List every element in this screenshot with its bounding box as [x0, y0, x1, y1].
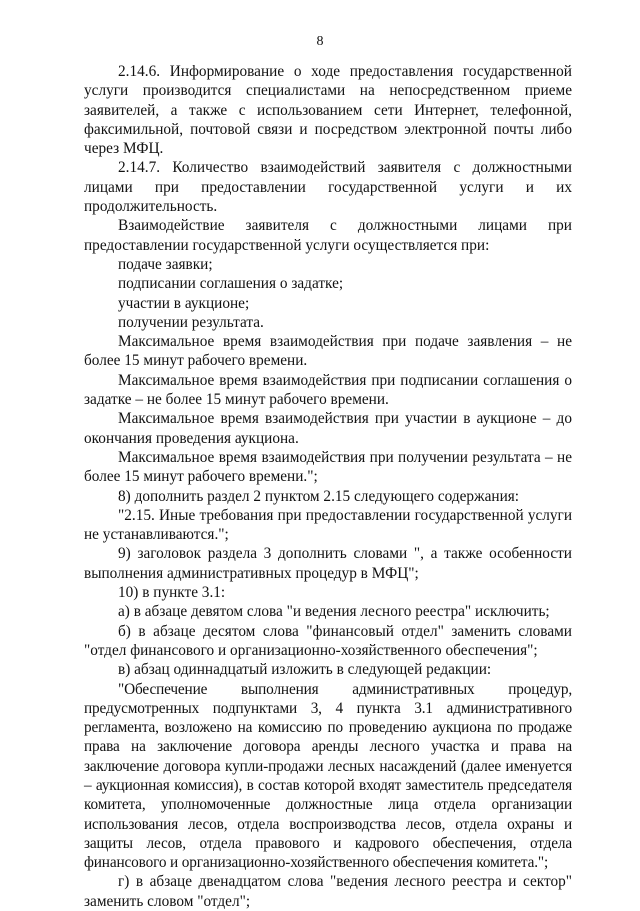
page-number: 8 — [316, 34, 324, 49]
document-body — [84, 62, 572, 911]
paragraph-item-10-a: а) в абзаце девятом слова "и ведения лесного реестра" исключить; — [118, 603, 550, 621]
paragraph-item-10-g: г) в абзаце двенадцатом слова "ведения лесного реестра и сектор" заменить словом "отдел"; — [84, 873, 572, 910]
paragraph-item-10-b: б) в абзаце десятом слова "финансовый отдел" заменить словами "отдел финансового и организационно-хозяйственного обеспечения"; — [84, 622, 572, 659]
paragraph-max-time-auction: Максимальное время взаимодействия при участии в аукционе – до окончания проведения аукциона. — [84, 410, 572, 447]
paragraph-max-time-deposit: Максимальное время взаимодействия при подписании соглашения о задатке – не более 15 минут рабочего времени. — [84, 371, 572, 409]
paragraph-item-9: 9) заголовок раздела 3 дополнить словами ", а также особенности выполнения административных процедур в МФЦ"; — [84, 545, 572, 582]
paragraph-item-10: 10) в пункте 3.1: — [118, 584, 226, 602]
paragraph-max-time-result: Максимальное время взаимодействия при получении результата – не более 15 минут рабочего времени."; — [84, 448, 572, 486]
paragraph-new-wording: "Обеспечение выполнения административных процедур, предусмотренных подпунктами 3, 4 пункта 3.1 административного регламента, возложено на комиссию по проведению аукциона по продаже права на заключение договора аренды лесного участка и права на заключение договора купли-продажи лесных насаждений (далее именуется – аукционная комиссия), в состав которой входят заместитель председателя комитета, уполномоченные должностные лица отдела организации использования лесов, отдела воспроизводства лесов, отдела охраны и защиты лесов, отдела правового и кадрового обеспечения, отдела финансового и организационно-хозяйственного обеспечения комитета."; — [84, 680, 572, 872]
paragraph-item-10-v: в) абзац одиннадцатый изложить в следующей редакции: — [118, 661, 492, 679]
paragraph-2-15: "2.15. Иные требования при предоставлении государственной услуги не устанавливаются."; — [84, 506, 572, 544]
paragraph-max-time-application: Максимальное время взаимодействия при подаче заявления – не более 15 минут рабочего времени. — [84, 333, 572, 370]
list-item-result: получении результата. — [118, 313, 264, 331]
paragraph-2-14-7: 2.14.7. Количество взаимодействий заявителя с должностными лицами при предоставлении государственной услуги и их продолжительность. — [84, 159, 572, 216]
list-item-deposit-agreement: подписании соглашения о задатке; — [118, 275, 344, 293]
paragraph-interaction-intro: Взаимодействие заявителя с должностными лицами при предоставлении государственной услуги осуществляется при: — [84, 217, 572, 254]
list-item-application: подаче заявки; — [118, 255, 213, 273]
paragraph-2-14-6: 2.14.6. Информирование о ходе предоставления государственной услуги производится специалистами на непосредственном приеме заявителей, а также с использованием сети Интернет, телефонной, факсимильной, почтовой связи и посредством электронной почты либо через МФЦ. — [84, 63, 572, 158]
paragraph-item-8: 8) дополнить раздел 2 пунктом 2.15 следующего содержания: — [118, 487, 520, 505]
list-item-auction: участии в аукционе; — [118, 294, 250, 312]
